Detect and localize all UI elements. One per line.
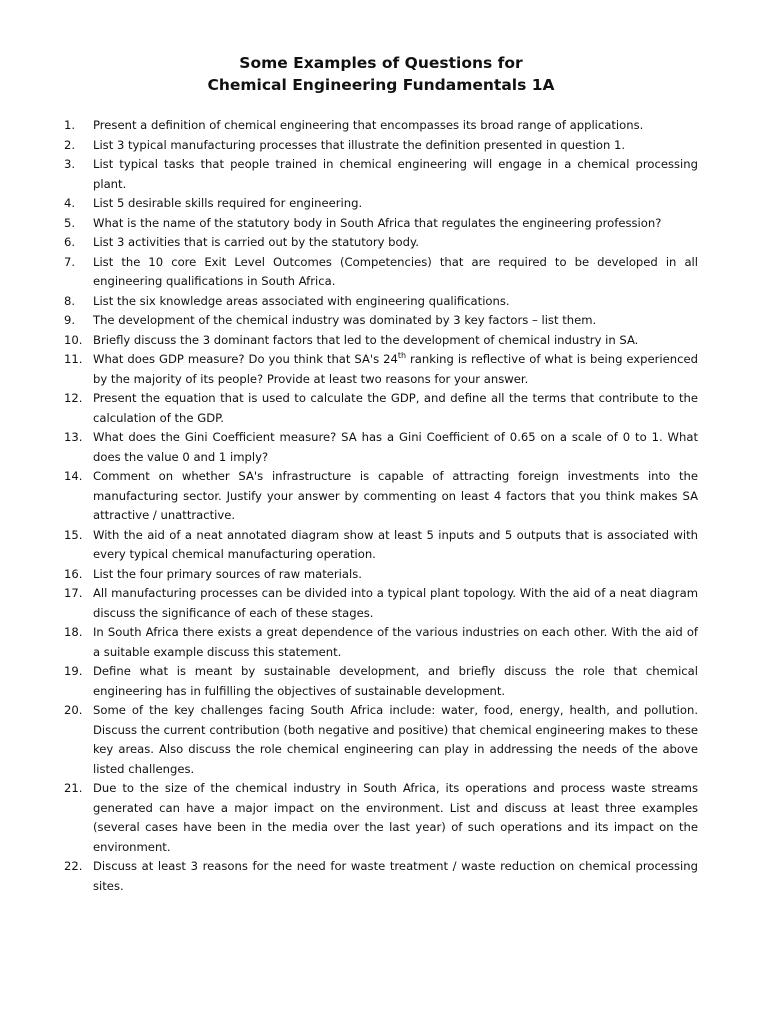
question-item — [64, 292, 698, 312]
question-text: List 3 activities that is carried out by the statutory body. — [93, 235, 419, 249]
question-text: List the six knowledge areas associated with engineering qualifications. — [93, 293, 510, 308]
question-number: 22. — [64, 859, 83, 873]
question-number: 14. — [64, 469, 83, 483]
question-item — [64, 214, 698, 234]
question-text — [93, 350, 698, 389]
question-number: 7. — [64, 254, 76, 269]
title-line-1: Some Examples of Questions for — [239, 54, 523, 72]
question-text: What does the Gini Coefficient measure? SA has a Gini Coefficient of 0.65 on a scale of 0 to 1. What does the value 0 and 1 imply? — [93, 430, 698, 464]
question-item — [64, 467, 698, 526]
question-item — [64, 623, 698, 662]
question-number: 5. — [64, 215, 76, 230]
question-text: Define what is meant by sustainable development, and briefly discuss the role that chemical engineering has in fulfilling the objectives of sustainable development. — [93, 664, 698, 698]
question-number: 16. — [64, 566, 83, 581]
question-text: List the 10 core Exit Level Outcomes (Competencies) that are required to be developed in all engineering qualifications in South Africa. — [93, 254, 698, 288]
question-item — [64, 311, 698, 331]
question-item — [64, 701, 698, 779]
question-text: List 5 desirable skills required for engineering. — [93, 196, 363, 210]
title-line-2: Chemical Engineering Fundamentals 1A — [207, 76, 555, 94]
question-item — [64, 194, 698, 214]
question-item — [64, 662, 698, 701]
question-number: 4. — [64, 196, 76, 210]
question-list — [64, 116, 698, 896]
question-number: 9. — [64, 313, 76, 327]
question-text-part: What does GDP measure? Do you think that SA's 24 — [93, 352, 398, 366]
question-number: 3. — [64, 157, 76, 171]
question-text: Comment on whether SA's infrastructure is capable of attracting foreign investments into the manufacturing sector. Justify your answer by commenting on least 4 factors that you think makes SA attractive / unattractive. — [93, 469, 698, 522]
question-number: 10. — [64, 332, 83, 347]
question-item — [64, 116, 698, 136]
question-number: 2. — [64, 137, 76, 152]
question-item — [64, 526, 698, 565]
question-text-part: ranking is reflective of what is being experienced by the majority of its people? Provide at least two reasons for your answer. — [93, 352, 698, 386]
question-item — [64, 428, 698, 467]
question-item — [64, 584, 698, 623]
question-number: 11. — [64, 352, 83, 366]
question-text: What is the name of the statutory body in South Africa that regulates the engineering profession? — [93, 215, 662, 230]
document-title — [64, 52, 698, 96]
question-text: List typical tasks that people trained in chemical engineering will engage in a chemical processing plant. — [93, 157, 698, 191]
question-number: 1. — [64, 118, 76, 132]
question-item — [64, 233, 698, 253]
question-text: List the four primary sources of raw materials. — [93, 566, 362, 581]
question-text: Present the equation that is used to calculate the GDP, and define all the terms that contribute to the calculation of the GDP. — [93, 391, 698, 425]
question-number: 13. — [64, 430, 83, 444]
question-item — [64, 779, 698, 857]
question-number: 21. — [64, 781, 83, 795]
question-item — [64, 857, 698, 896]
question-item — [64, 389, 698, 428]
question-text: In South Africa there exists a great dependence of the various industries on each other. With the aid of a suitable example discuss this statement. — [93, 625, 698, 659]
question-item — [64, 350, 698, 389]
question-text: With the aid of a neat annotated diagram show at least 5 inputs and 5 outputs that is associated with every typical chemical manufacturing operation. — [93, 527, 698, 561]
question-text: Discuss at least 3 reasons for the need for waste treatment / waste reduction on chemical processing sites. — [93, 859, 698, 893]
question-item — [64, 253, 698, 292]
question-text: The development of the chemical industry was dominated by 3 key factors – list them. — [93, 313, 597, 327]
question-number: 18. — [64, 625, 83, 639]
question-number: 12. — [64, 391, 83, 405]
question-text: Briefly discuss the 3 dominant factors that led to the development of chemical industry in SA. — [93, 332, 639, 347]
question-number: 19. — [64, 664, 83, 678]
question-number: 20. — [64, 703, 83, 717]
question-item — [64, 155, 698, 194]
question-number: 8. — [64, 293, 76, 308]
question-number: 17. — [64, 586, 83, 600]
ordinal-superscript: th — [397, 351, 407, 361]
question-number: 15. — [64, 527, 83, 542]
question-text: List 3 typical manufacturing processes that illustrate the definition presented in question 1. — [93, 137, 626, 152]
question-item — [64, 565, 698, 585]
question-item — [64, 331, 698, 351]
question-text: Some of the key challenges facing South Africa include: water, food, energy, health, and pollution. Discuss the current contribution (both negative and positive) that chemical engineering makes to these key areas. Also discuss the role chemical engineering can play in addressing the needs of the above listed challenges. — [93, 703, 698, 776]
question-text: Due to the size of the chemical industry in South Africa, its operations and process waste streams generated can have a major impact on the environment. List and discuss at least three examples (several cases have been in the media over the last year) of such operations and its impact on the environment. — [93, 781, 698, 854]
question-text: Present a definition of chemical engineering that encompasses its broad range of applications. — [93, 118, 644, 132]
question-number: 6. — [64, 235, 76, 249]
question-text: All manufacturing processes can be divided into a typical plant topology. With the aid of a neat diagram discuss the significance of each of these stages. — [93, 586, 698, 620]
question-item — [64, 136, 698, 156]
